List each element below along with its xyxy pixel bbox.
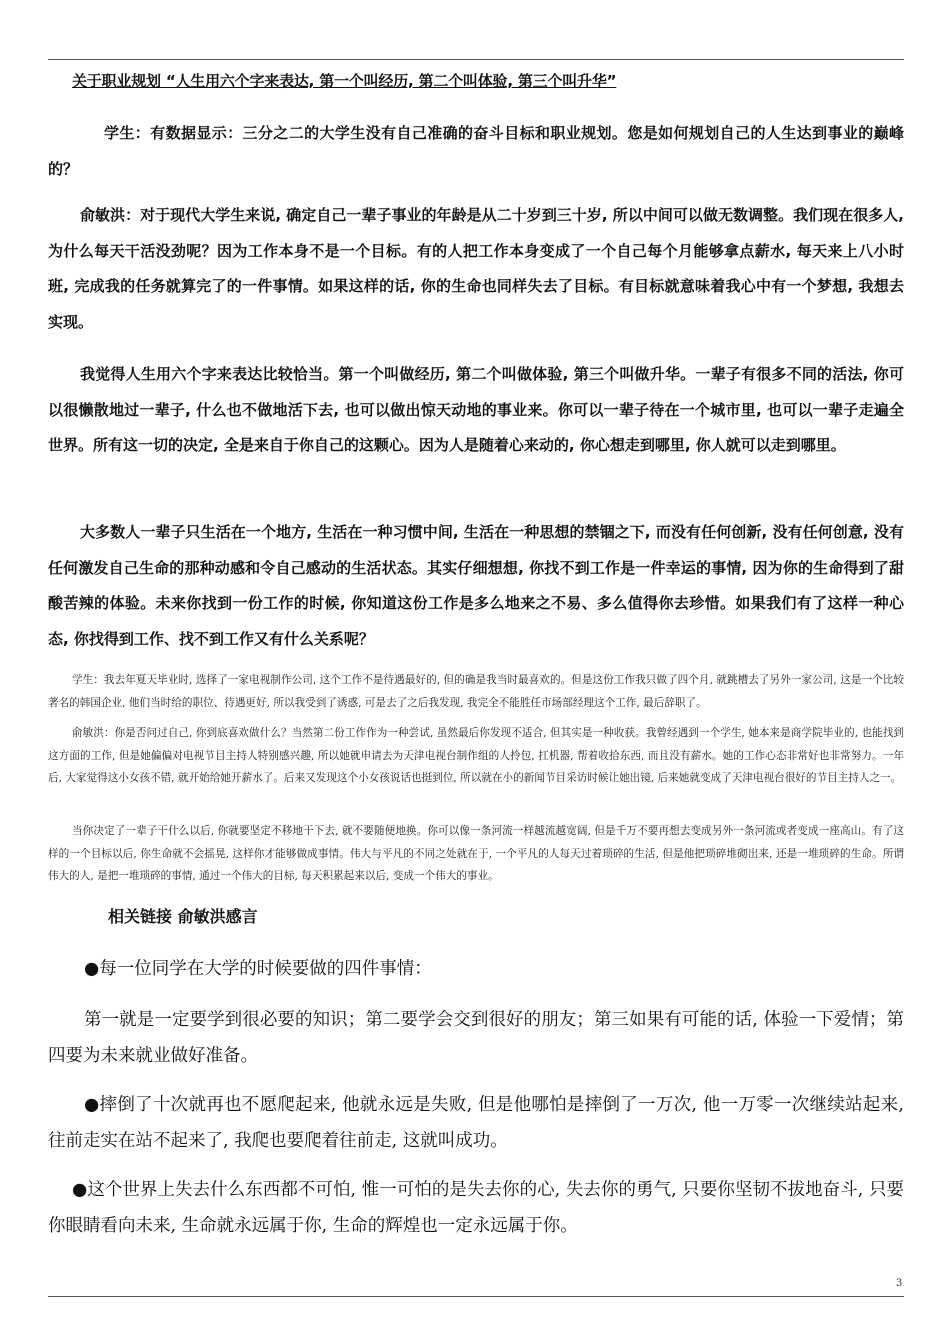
paragraph-most-people: 大多数人一辈子只生活在一个地方, 生活在一种习惯中间, 生活在一种思想的禁锢之下, 而没有任何创新, 没有任何创意, 没有任何激发自己生命的那种动感和令自己感动的生活状态。其实仔细想想, 你找不到工作是一件幸运的事情, 因为你的生命得到了甜酸苦辣的体验。未来你找到一份工作的时候, 你知道这份工作是多么地来之不易、多么值得你去珍惜。如果我们有了这样一种心态, 你找得到工作、找不到工作又有什么关系呢？ xyxy=(48,523,904,648)
quote-never-lose-heart: ●这个世界上失去什么东西都不可怕, 惟一可怕的是失去你的心, 失去你的勇气, 只要你坚韧不拔地奋斗, 只要你眼睛看向未来, 生命就永远属于你, 生命的辉煌也一定永远属于你。 xyxy=(48,1180,904,1236)
paragraph-six-words: 我觉得人生用六个字来表达比较恰当。第一个叫做经历, 第二个叫做体验, 第三个叫做升华。一辈子有很多不同的活法, 你可以很懒散地过一辈子, 什么也不做地活下去, 也可以做出惊天动地的事业来。你可以一辈子待在一个城市里, 也可以一辈子走遍全世界。所有这一切的决定, 全是来自于你自己的这颗心。因为人是随着心来动的, 你心想走到哪里, 你人就可以走到哪里。 xyxy=(48,365,904,454)
page-number: 3 xyxy=(896,1278,903,1289)
top-rule xyxy=(48,59,904,60)
paragraph-answer-goal: 俞敏洪：对于现代大学生来说, 确定自己一辈子事业的年龄是从二十岁到三十岁, 所以中间可以做无数调整。我们现在很多人, 为什么每天干活没劲呢？因为工作本身不是一个目标。有的人把工作本身变成了一个自己每个月能够拿点薪水, 每天来上八小时班, 完成我的任务就算完了的一件事情。如果这样的话, 你的生命也同样失去了目标。有目标就意味着我心中有一个梦想, 我想去实现。 xyxy=(48,206,904,331)
paragraph-student-job: 学生：我去年夏天毕业时, 选择了一家电视制作公司, 这个工作不是待遇最好的, 但的确是我当时最喜欢的。但是这份工作我只做了四个月, 就跳槽去了另外一家公司, 这是一个比较著名的韩国企业, 他们当时给的职位、待遇更好, 所以我受到了诱惑, 可是去了之后我发现, 我完全不能胜任市场部经理这个工作, 最后辞职了。 xyxy=(48,674,904,709)
quote-four-things-detail: 第一就是一定要学到很必要的知识；第二要学会交到很好的朋友；第三如果有可能的话, 体验一下爱情；第四要为未来就业做好准备。 xyxy=(48,1010,904,1066)
related-links-heading: 相关链接 俞敏洪感言 xyxy=(108,907,258,926)
paragraph-answer-tv-host: 俞敏洪：你是否问过自己, 你到底喜欢做什么？当然第二份工作作为一种尝试, 虽然最后你发现不适合, 但其实是一种收获。我曾经遇到一个学生, 她本来是商学院毕业的, 也能找到这方面的工作, 但是她偏偏对电视节目主持人特别感兴趣, 所以她就申请去为天津电视台制作组的人拎包, 扛机器, 帮着收拾东西, 而且没有薪水。她的工作心态非常好也非常努力。一年后, 大家觉得这小女孩不错, 就开始给她开薪水了。后来又发现这个小女孩说话也挺到位, 所以就在小的新闻节目采访时候让她出镜, 后来她就变成了天津电视台很好的节目主持人之一。 xyxy=(48,727,904,784)
document-title: 关于职业规划 “人生用六个字来表达, 第一个叫经历, 第二个叫体验, 第三个叫升华” xyxy=(72,72,617,90)
quote-fall-and-rise: ●摔倒了十次就再也不愿爬起来, 他就永远是失败, 但是他哪怕是摔倒了一万次, 他一万零一次继续站起来, 往前走实在站不起来了, 我爬也要爬着往前走, 这就叫成功。 xyxy=(48,1095,904,1151)
paragraph-student-question: 学生：有数据显示：三分之二的大学生没有自己准确的奋斗目标和职业规划。您是如何规划自己的人生达到事业的巅峰的？ xyxy=(48,124,904,178)
quote-four-things: ●每一位同学在大学的时候要做的四件事情： xyxy=(84,959,432,979)
paragraph-persistence: 当你决定了一辈子干什么以后, 你就要坚定不移地干下去, 就不要随便地换。你可以像一条河流一样越流越宽阔, 但是千万不要再想去变成另外一条河流或者变成一座高山。有了这样的一个目标以后, 你生命就不会摇晃, 这样你才能够做成事情。伟大与平凡的不同之处就在于, 一个平凡的人每天过着琐碎的生活, 但是他把琐碎堆砌出来, 还是一堆琐碎的生命。所谓伟大的人, 是把一堆琐碎的事情, 通过一个伟大的目标, 每天积累起来以后, 变成一个伟大的事业。 xyxy=(48,825,904,882)
bottom-rule xyxy=(48,1296,904,1297)
